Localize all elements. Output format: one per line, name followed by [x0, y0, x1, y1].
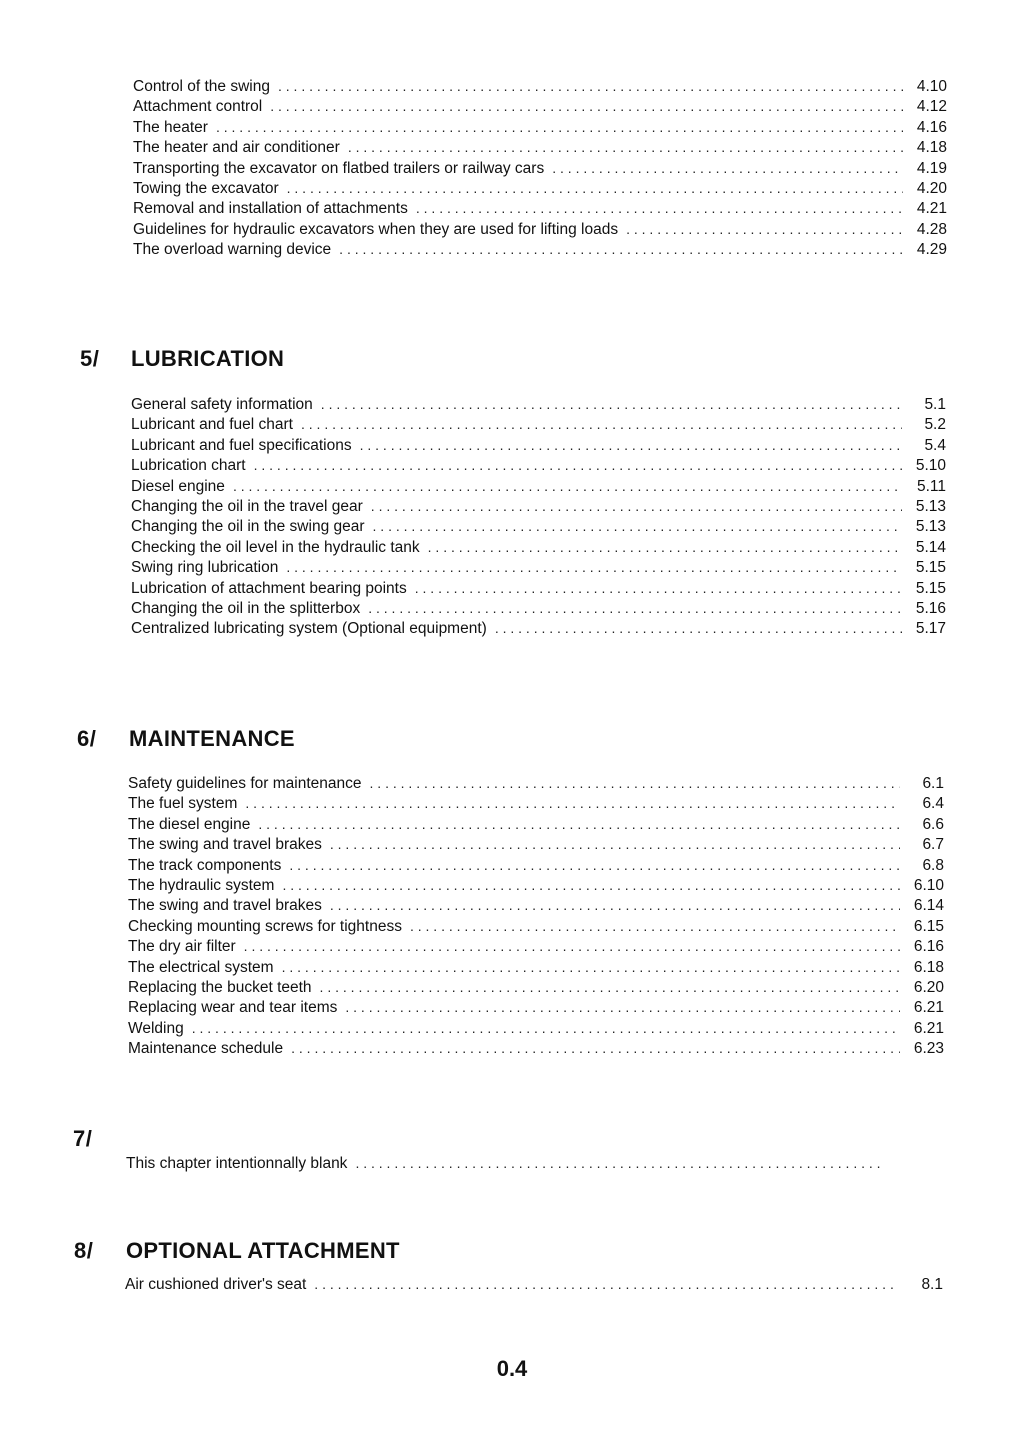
- toc-entry-title: The electrical system: [128, 958, 274, 976]
- toc-entry-title: Maintenance schedule: [128, 1040, 284, 1058]
- toc-entry-title: The heater and air conditioner: [133, 139, 340, 157]
- toc-entry: [133, 198, 947, 218]
- toc-entry: [128, 936, 944, 956]
- chapter-title: OPTIONAL ATTACHMENT: [126, 1238, 400, 1263]
- toc-list-chapter7: [126, 1153, 926, 1173]
- dot-leader: [360, 435, 902, 455]
- toc-entry-title: The track components: [128, 856, 282, 874]
- toc-entry-page: 6.20: [913, 978, 944, 996]
- toc-entry: [131, 578, 946, 598]
- toc-entry: [133, 158, 947, 178]
- toc-entry-page: 6.1: [922, 775, 944, 792]
- toc-entry-page: 4.20: [916, 179, 947, 197]
- dot-leader: [428, 537, 902, 557]
- toc-entry-title: Lubrication of attachment bearing points: [131, 579, 407, 597]
- toc-entry-title: Centralized lubricating system (Optional equipment): [131, 620, 487, 638]
- toc-entry: [128, 834, 944, 854]
- toc-list-chapter8: [125, 1274, 943, 1294]
- chapter-number: 7/: [73, 1126, 93, 1151]
- toc-entry: [133, 178, 947, 198]
- toc-entry-title: Attachment control: [133, 98, 263, 116]
- toc-entry-page: 6.4: [922, 795, 944, 813]
- toc-entry-title: Welding: [128, 1019, 184, 1037]
- toc-entry-page: 6.23: [913, 1040, 944, 1058]
- toc-list-chapter4-continued: [133, 76, 947, 260]
- dot-leader: [355, 1153, 882, 1173]
- toc-entry: [128, 773, 944, 793]
- toc-entry-page: 6.15: [913, 917, 944, 935]
- toc-entry: [128, 814, 944, 834]
- toc-entry-title: The swing and travel brakes: [128, 836, 322, 854]
- dot-leader: [244, 936, 900, 956]
- dot-leader: [368, 598, 902, 618]
- toc-entry-page: 8.1: [921, 1276, 943, 1293]
- dot-leader: [254, 455, 902, 475]
- toc-entry-page: 5.17: [915, 620, 946, 638]
- toc-entry-title: General safety information: [131, 396, 313, 413]
- toc-entry: [128, 895, 944, 915]
- dot-leader: [282, 957, 900, 977]
- toc-entry: [131, 455, 946, 475]
- toc-entry: [133, 96, 947, 116]
- toc-entry-page: 4.18: [916, 139, 947, 157]
- dot-leader: [339, 239, 903, 259]
- toc-entry-title: Changing the oil in the swing gear: [131, 518, 365, 536]
- toc-entry: [133, 137, 947, 157]
- dot-leader: [321, 394, 902, 414]
- toc-entry-page: 4.28: [916, 220, 947, 238]
- toc-entry-title: Changing the oil in the travel gear: [131, 497, 363, 515]
- toc-entry-page: 6.14: [913, 897, 944, 915]
- toc-entry: [133, 117, 947, 137]
- toc-entry-title: The overload warning device: [133, 241, 332, 259]
- dot-leader: [370, 773, 900, 793]
- toc-entry: [128, 875, 944, 895]
- toc-entry: [128, 997, 944, 1017]
- toc-entry: [131, 476, 946, 496]
- chapter-number: 8/: [74, 1238, 94, 1263]
- toc-entry-title: The hydraulic system: [128, 876, 275, 894]
- dot-leader: [270, 96, 903, 116]
- toc-entry-title: Air cushioned driver's seat: [125, 1276, 307, 1293]
- toc-entry: [131, 394, 946, 414]
- toc-entry-page: 6.8: [922, 856, 944, 874]
- toc-list-chapter6: [128, 773, 944, 1058]
- toc-entry-title: The heater: [133, 118, 208, 136]
- dot-leader: [345, 997, 900, 1017]
- dot-leader: [552, 158, 903, 178]
- toc-entry-title: Transporting the excavator on flatbed trailers or railway cars: [133, 159, 545, 177]
- toc-entry-title: Lubricant and fuel chart: [131, 416, 293, 434]
- toc-entry-title: Swing ring lubrication: [131, 559, 279, 577]
- toc-entry-page: 5.14: [915, 538, 946, 556]
- dot-leader: [282, 875, 900, 895]
- toc-entry: [128, 793, 944, 813]
- chapter-number: 6/: [77, 726, 97, 751]
- dot-leader: [373, 516, 902, 536]
- dot-leader: [301, 414, 902, 434]
- dot-leader: [291, 1038, 900, 1058]
- dot-leader: [410, 916, 900, 936]
- toc-entry: [131, 618, 946, 638]
- dot-leader: [286, 557, 902, 577]
- toc-entry-page: 4.10: [916, 78, 947, 95]
- toc-entry-page: 5.15: [915, 559, 946, 577]
- toc-entry: [131, 537, 946, 557]
- dot-leader: [287, 178, 903, 198]
- toc-entry-page: 5.16: [915, 599, 946, 617]
- dot-leader: [245, 793, 900, 813]
- dot-leader: [348, 137, 903, 157]
- toc-entry-page: 6.10: [913, 876, 944, 894]
- toc-entry-title: The dry air filter: [128, 938, 236, 956]
- chapter-title: LUBRICATION: [131, 346, 285, 371]
- dot-leader: [233, 476, 902, 496]
- toc-entry: [128, 1018, 944, 1038]
- toc-entry: [131, 557, 946, 577]
- toc-entry-title: Replacing the bucket teeth: [128, 978, 312, 996]
- toc-entry-title: The swing and travel brakes: [128, 897, 322, 915]
- page-number: 0.4: [496, 1356, 528, 1381]
- toc-entry: [125, 1274, 943, 1294]
- toc-entry-title: Towing the excavator: [133, 179, 279, 197]
- toc-entry-page: 4.19: [916, 159, 947, 177]
- toc-entry-page: 5.15: [915, 579, 946, 597]
- toc-entry-title: The diesel engine: [128, 815, 251, 833]
- dot-leader: [258, 814, 900, 834]
- toc-entry-page: 4.21: [916, 200, 947, 218]
- toc-entry-title: Checking mounting screws for tightness: [128, 917, 402, 935]
- dot-leader: [330, 834, 900, 854]
- chapter-title: MAINTENANCE: [129, 726, 295, 751]
- dot-leader: [216, 117, 903, 137]
- toc-entry-title: This chapter intentionnally blank: [126, 1155, 348, 1172]
- dot-leader: [416, 198, 903, 218]
- toc-entry-page: 5.13: [915, 497, 946, 515]
- toc-entry-title: Guidelines for hydraulic excavators when they are used for lifting loads: [133, 220, 619, 238]
- dot-leader: [415, 578, 902, 598]
- toc-entry-page: 5.4: [924, 436, 946, 454]
- dot-leader: [314, 1274, 899, 1294]
- toc-entry-page: 4.29: [916, 241, 947, 259]
- chapter-number: 5/: [80, 346, 100, 371]
- dot-leader: [320, 977, 900, 997]
- toc-entry: [133, 219, 947, 239]
- toc-entry: [128, 916, 944, 936]
- toc-entry-page: 6.7: [922, 836, 944, 854]
- toc-entry-page: 5.1: [924, 396, 946, 413]
- dot-leader: [278, 76, 903, 96]
- toc-entry-page: 5.2: [924, 416, 946, 434]
- toc-entry-title: Safety guidelines for maintenance: [128, 775, 362, 792]
- dot-leader: [330, 895, 900, 915]
- toc-entry-page: 4.12: [916, 98, 947, 116]
- toc-entry-title: Diesel engine: [131, 477, 225, 495]
- toc-entry-title: Removal and installation of attachments: [133, 200, 408, 218]
- toc-entry-title: Control of the swing: [133, 78, 270, 95]
- toc-entry: [128, 855, 944, 875]
- toc-entry-title: Checking the oil level in the hydraulic tank: [131, 538, 420, 556]
- toc-entry: [128, 957, 944, 977]
- toc-entry: [128, 1038, 944, 1058]
- toc-entry-page: 5.10: [915, 457, 946, 475]
- toc-entry: [126, 1153, 926, 1173]
- dot-leader: [371, 496, 902, 516]
- toc-entry-title: Lubricant and fuel specifications: [131, 436, 352, 454]
- toc-entry-page: 5.11: [916, 477, 946, 495]
- toc-entry: [131, 435, 946, 455]
- toc-entry-page: 6.6: [922, 815, 944, 833]
- toc-entry-page: 6.21: [913, 999, 944, 1017]
- toc-entry: [128, 977, 944, 997]
- toc-entry: [133, 76, 947, 96]
- dot-leader: [626, 219, 903, 239]
- toc-entry-page: 6.16: [913, 938, 944, 956]
- dot-leader: [192, 1018, 900, 1038]
- toc-list-chapter5: [131, 394, 946, 639]
- dot-leader: [289, 855, 900, 875]
- toc-entry: [131, 414, 946, 434]
- toc-entry-title: The fuel system: [128, 795, 238, 813]
- toc-entry-page: 4.16: [916, 118, 947, 136]
- toc-entry: [131, 496, 946, 516]
- toc-entry-page: 6.18: [913, 958, 944, 976]
- toc-entry-page: 5.13: [915, 518, 946, 536]
- toc-entry: [133, 239, 947, 259]
- toc-entry: [131, 598, 946, 618]
- toc-entry: [131, 516, 946, 536]
- dot-leader: [495, 618, 902, 638]
- toc-entry-title: Changing the oil in the splitterbox: [131, 599, 361, 617]
- toc-entry-title: Replacing wear and tear items: [128, 999, 338, 1017]
- toc-entry-page: 6.21: [913, 1019, 944, 1037]
- toc-entry-title: Lubrication chart: [131, 457, 246, 475]
